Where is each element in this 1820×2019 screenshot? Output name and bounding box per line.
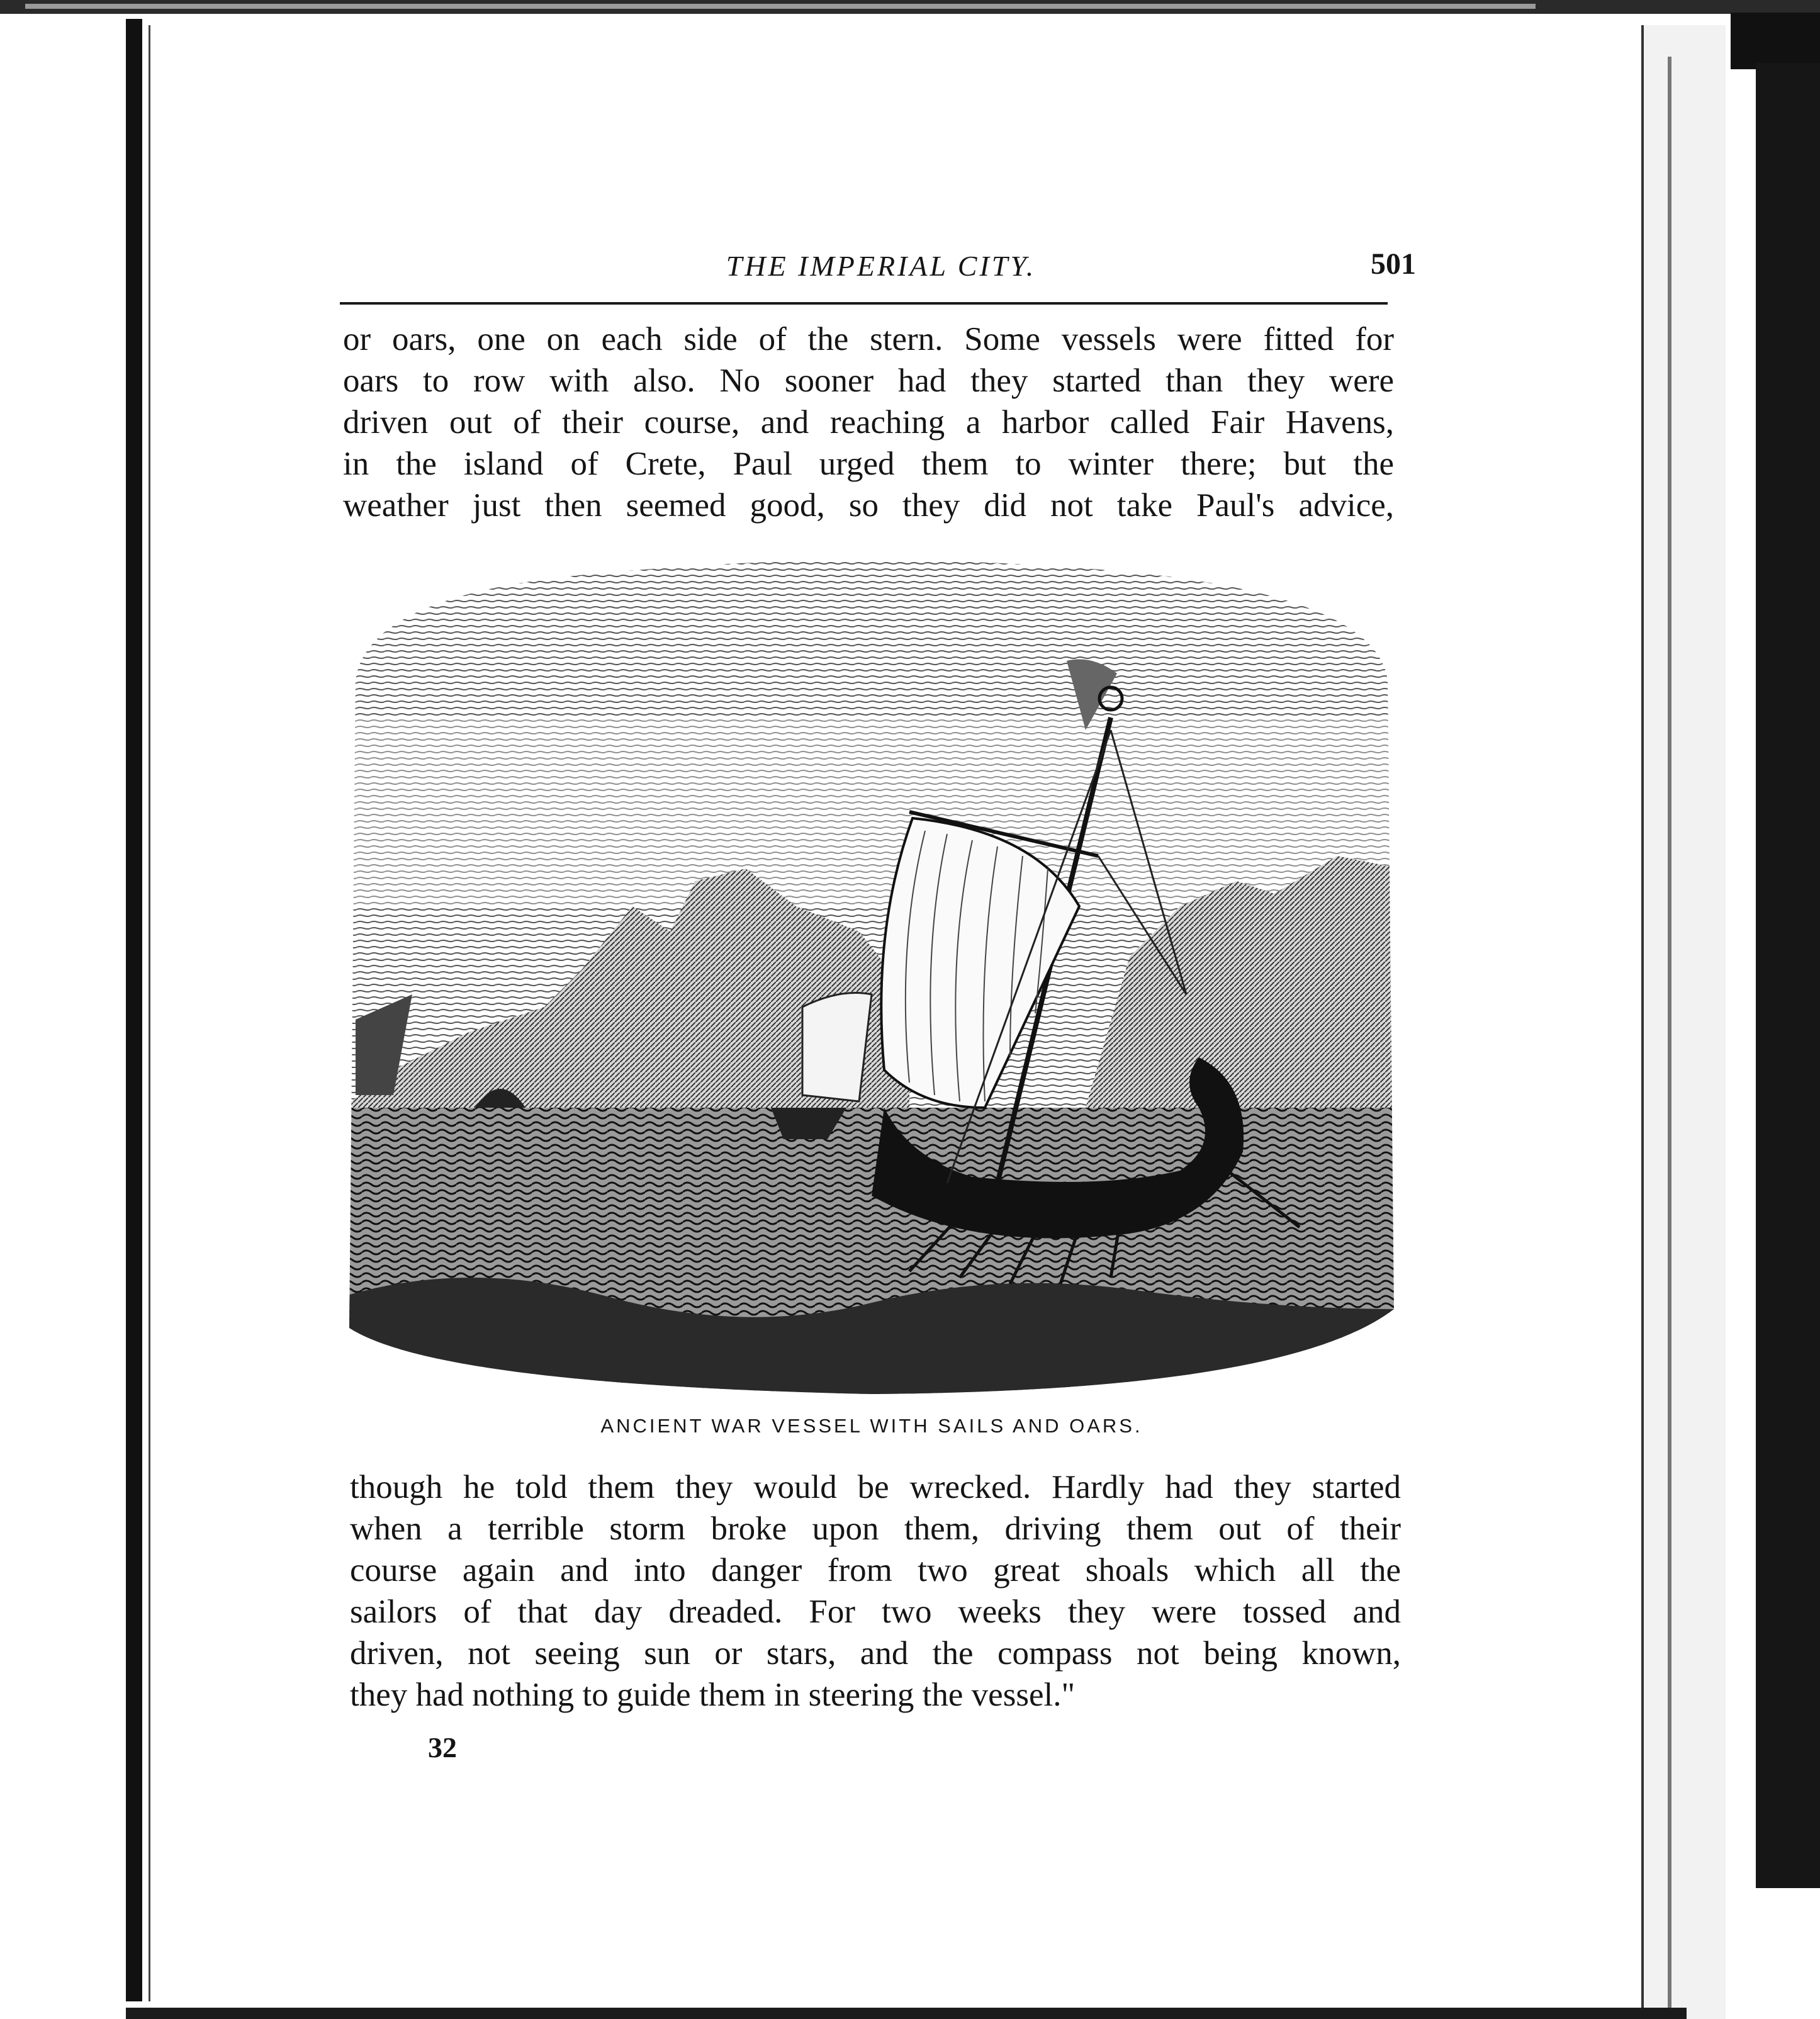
paragraph-top: [343, 318, 1394, 526]
book-bottom-edge: [126, 2008, 1687, 2019]
page-number: 501: [1371, 247, 1416, 281]
text-line: course again and into danger from two great shoals which all the: [350, 1552, 1401, 1589]
text-line: oars to row with also. No sooner had they started than they were: [343, 363, 1394, 399]
text-line: in the island of Crete, Paul urged them to winter there; but the: [343, 446, 1394, 482]
text-line: though he told them they would be wrecked. Hardly had they started: [350, 1469, 1401, 1505]
right-page-stack: [1641, 25, 1726, 2019]
text-line: weather just then seemed good, so they did not take Paul's advice,: [343, 487, 1394, 524]
header-rule: [340, 302, 1388, 305]
signature-mark: 32: [428, 1731, 457, 1763]
text-line: or oars, one on each side of the stern. Some vessels were fitted for: [343, 321, 1394, 357]
figure-caption: ANCIENT WAR VESSEL WITH SAILS AND OARS.: [600, 1415, 1143, 1437]
distant-sail: [802, 993, 872, 1102]
book-top-highlight: [25, 4, 1536, 9]
text-line: sailors of that day dreaded. For two weeks they were tossed and: [350, 1594, 1401, 1630]
left-page-line: [149, 25, 150, 2001]
text-line: driven out of their course, and reaching a harbor called Fair Havens,: [343, 404, 1394, 441]
left-page-edge: [126, 19, 142, 2001]
paragraph-bottom: [350, 1466, 1401, 1716]
text-line: when a terrible storm broke upon them, driving them out of their: [350, 1510, 1401, 1547]
text-line: driven, not seeing sun or stars, and the compass not being known,: [350, 1635, 1401, 1672]
right-page-stack-line: [1668, 57, 1671, 2008]
running-head: THE IMPERIAL CITY.: [726, 250, 1036, 282]
text-line: they had nothing to guide them in steering the vessel.": [350, 1677, 1076, 1713]
ship-engraving: [343, 554, 1400, 1397]
scan-background-top-right: [1731, 13, 1820, 69]
scan-background-right: [1756, 63, 1820, 1888]
